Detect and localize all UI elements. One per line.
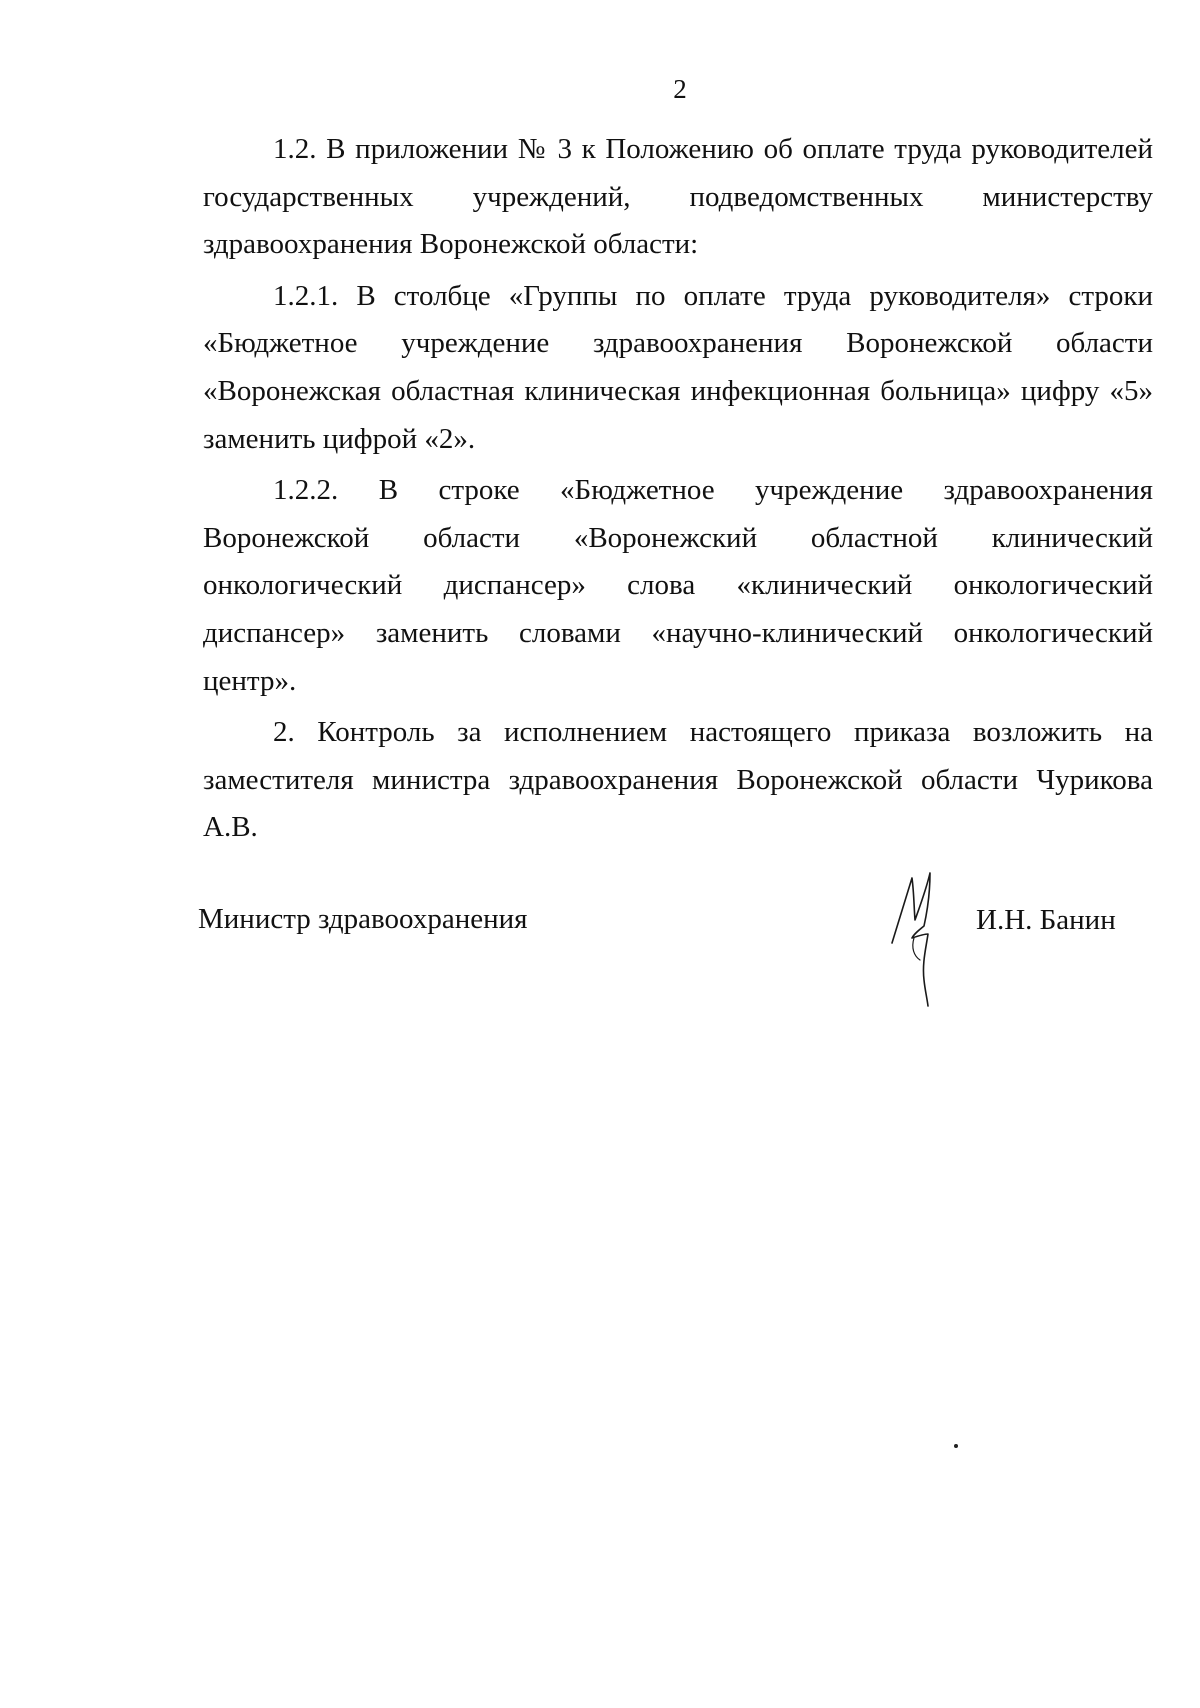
stray-mark — [954, 1444, 958, 1448]
page-number: 2 — [673, 74, 687, 104]
handwritten-signature-icon — [884, 868, 954, 1008]
signer-name: И.Н. Банин — [976, 904, 1116, 936]
document-body — [203, 126, 1153, 856]
signer-title: Министр здравоохранения — [198, 903, 528, 935]
paragraph-1-2-2: 1.2.2. В строке «Бюджетное учреждение здравоохранения Воронежской области «Воронежский областной клинический онкологический диспансер» слова «клинический онкологический диспансер» заменить словами «научно-клинический онкологический центр». — [203, 474, 1153, 697]
paragraph-1-2: 1.2. В приложении № 3 к Положению об оплате труда руководителей государственных учреждений, подведомственных министерству здравоохранения Воронежской области: — [203, 133, 1153, 261]
paragraph-2: 2. Контроль за исполнением настоящего приказа возложить на заместителя министра здравоохранения Воронежской области Чурикова А.В. — [203, 716, 1153, 844]
paragraph-1-2-1: 1.2.1. В столбце «Группы по оплате труда руководителя» строки «Бюджетное учреждение здравоохранения Воронежской области «Воронежская областная клиническая инфекционная больница» цифру «5» заменить цифрой «2». — [203, 279, 1153, 455]
